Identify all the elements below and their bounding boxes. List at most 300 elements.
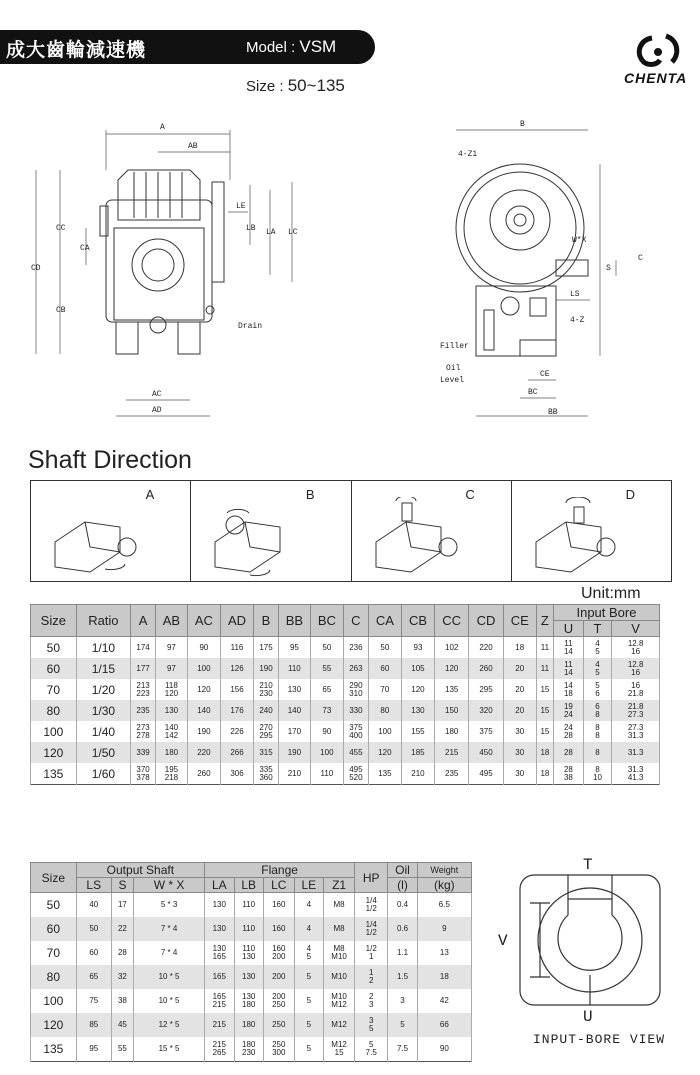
shaft-panel-b bbox=[191, 481, 351, 581]
table-cell: 180 bbox=[156, 742, 188, 763]
table-cell: 11 14 bbox=[553, 637, 583, 659]
table-cell: 495 520 bbox=[343, 763, 368, 785]
table-cell: 60 bbox=[31, 917, 77, 941]
table-cell: 273 278 bbox=[131, 721, 156, 742]
table-cell: M12 15 bbox=[324, 1037, 355, 1062]
table-cell: 140 142 bbox=[156, 721, 188, 742]
table-cell: 5 6 bbox=[583, 679, 611, 700]
table-cell: 120 bbox=[368, 742, 401, 763]
col-header: (l) bbox=[388, 878, 417, 893]
col-header: LB bbox=[234, 878, 263, 893]
table-cell: 85 bbox=[76, 1013, 111, 1037]
table-cell: M8 M10 bbox=[324, 941, 355, 965]
table-cell: 50 bbox=[368, 637, 401, 659]
table-cell: 4 bbox=[294, 917, 323, 941]
table-cell: 160 bbox=[263, 893, 294, 918]
col-header: S bbox=[111, 878, 133, 893]
table-cell: 120 bbox=[187, 679, 220, 700]
table-cell: 100 bbox=[31, 989, 77, 1013]
table-cell: 160 bbox=[263, 917, 294, 941]
table-cell: 100 bbox=[368, 721, 401, 742]
col-header: CA bbox=[368, 605, 401, 637]
col-header: V bbox=[612, 621, 660, 637]
table-cell: 1/2 1 bbox=[355, 941, 388, 965]
table-cell: 42 bbox=[417, 989, 471, 1013]
table-cell: 140 bbox=[278, 700, 310, 721]
shaft-panel-d bbox=[512, 481, 671, 581]
table-cell: 495 bbox=[469, 763, 503, 785]
table-cell: 31.3 41.3 bbox=[612, 763, 660, 785]
gearbox-icon bbox=[526, 497, 636, 577]
input-bore-diagram bbox=[490, 855, 680, 1025]
brand-name: CHENTA bbox=[624, 70, 688, 86]
table-cell: 18 bbox=[503, 637, 536, 659]
table-row bbox=[31, 1037, 472, 1062]
table-cell: 176 bbox=[220, 700, 253, 721]
table-cell: 20 bbox=[503, 658, 536, 679]
table-cell: 5 * 3 bbox=[134, 893, 205, 918]
model-line bbox=[246, 37, 336, 57]
table-cell: 1/40 bbox=[76, 721, 130, 742]
table-cell: 290 310 bbox=[343, 679, 368, 700]
table-cell: 110 bbox=[234, 893, 263, 918]
table-cell: 65 bbox=[310, 679, 343, 700]
gearbox-icon bbox=[366, 497, 476, 577]
table-cell: 215 bbox=[205, 1013, 234, 1037]
table-cell: 190 bbox=[278, 742, 310, 763]
col-header: Z1 bbox=[324, 878, 355, 893]
table-cell: 190 bbox=[187, 721, 220, 742]
col-header: Oil bbox=[388, 863, 417, 878]
table-row bbox=[31, 637, 660, 659]
table-cell: 12.8 16 bbox=[612, 658, 660, 679]
table-cell: 195 218 bbox=[156, 763, 188, 785]
table-cell: 1/30 bbox=[76, 700, 130, 721]
table-cell: 95 bbox=[76, 1037, 111, 1062]
col-header: Size bbox=[31, 605, 77, 637]
table-cell: 10 * 5 bbox=[134, 989, 205, 1013]
table-cell: 90 bbox=[417, 1037, 471, 1062]
table-cell: 190 bbox=[254, 658, 279, 679]
table-cell: 3 bbox=[388, 989, 417, 1013]
label-CC: CC bbox=[56, 224, 66, 233]
table-cell: 0.6 bbox=[388, 917, 417, 941]
table-cell: 330 bbox=[343, 700, 368, 721]
col-header: HP bbox=[355, 863, 388, 893]
table-cell: 135 bbox=[435, 679, 469, 700]
table-cell: 50 bbox=[31, 893, 77, 918]
table-cell: 1 2 bbox=[355, 965, 388, 989]
table-cell: 185 bbox=[401, 742, 434, 763]
table-cell: 80 bbox=[31, 700, 77, 721]
table-cell: 174 bbox=[131, 637, 156, 659]
size-label: Size : bbox=[246, 78, 288, 95]
label-LB: LB bbox=[246, 224, 256, 233]
table-cell: 8 8 bbox=[583, 721, 611, 742]
table-cell: 130 bbox=[156, 700, 188, 721]
col-header: CC bbox=[435, 605, 469, 637]
table-cell: 110 bbox=[234, 917, 263, 941]
table-cell: 130 bbox=[205, 917, 234, 941]
table-cell: M12 bbox=[324, 1013, 355, 1037]
table-row bbox=[31, 1013, 472, 1037]
table-cell: 97 bbox=[156, 637, 188, 659]
table-cell: 215 bbox=[435, 742, 469, 763]
label-BB: BB bbox=[548, 408, 558, 417]
table-row bbox=[31, 658, 660, 679]
table-cell: 165 bbox=[205, 965, 234, 989]
table-cell: 170 bbox=[278, 721, 310, 742]
input-bore-caption: INPUT-BORE VIEW bbox=[533, 1032, 666, 1047]
table-row bbox=[31, 941, 472, 965]
table-cell: 295 bbox=[469, 679, 503, 700]
table-cell: 150 bbox=[435, 700, 469, 721]
table-cell: 5 bbox=[294, 1037, 323, 1062]
col-header: CB bbox=[401, 605, 434, 637]
shaft-panel-a bbox=[31, 481, 191, 581]
table-cell: 135 bbox=[368, 763, 401, 785]
col-header: LC bbox=[263, 878, 294, 893]
table-cell: 10 * 5 bbox=[134, 965, 205, 989]
table-cell: 235 bbox=[435, 763, 469, 785]
label-4-Z1: 4-Z1 bbox=[458, 150, 478, 159]
flange-header: Flange bbox=[205, 863, 355, 878]
table-cell: 135 bbox=[31, 763, 77, 785]
table-cell: 2 3 bbox=[355, 989, 388, 1013]
table-cell: 130 180 bbox=[234, 989, 263, 1013]
table-cell: 4 5 bbox=[583, 658, 611, 679]
table-cell: 180 bbox=[435, 721, 469, 742]
table-cell: 260 bbox=[187, 763, 220, 785]
unit-label: Unit:mm bbox=[581, 585, 641, 602]
table-cell: M8 bbox=[324, 893, 355, 918]
table-cell: M8 bbox=[324, 917, 355, 941]
table-row bbox=[31, 679, 660, 700]
table-cell: 15 * 5 bbox=[134, 1037, 205, 1062]
table-cell: 97 bbox=[156, 658, 188, 679]
table-cell: 130 bbox=[205, 893, 234, 918]
table-cell: 177 bbox=[131, 658, 156, 679]
shaft-flange-table bbox=[30, 862, 472, 1062]
table-cell: 30 bbox=[503, 763, 536, 785]
label-AD: AD bbox=[152, 406, 162, 415]
table-cell: 15 bbox=[536, 700, 553, 721]
table-cell: 306 bbox=[220, 763, 253, 785]
shaft-panel-label: B bbox=[305, 487, 315, 502]
table-cell: 250 300 bbox=[263, 1037, 294, 1062]
label-Oil: Oil bbox=[446, 364, 461, 373]
shaft-direction-panels bbox=[30, 480, 672, 582]
col-header: Z bbox=[536, 605, 553, 637]
table-cell: 370 378 bbox=[131, 763, 156, 785]
table-cell: 250 bbox=[263, 1013, 294, 1037]
table-cell: 93 bbox=[401, 637, 434, 659]
output-shaft-header: Output Shaft bbox=[76, 863, 204, 878]
table-cell: 50 bbox=[76, 917, 111, 941]
table-cell: 1/20 bbox=[76, 679, 130, 700]
table-cell: 100 bbox=[310, 742, 343, 763]
table-cell: 1.5 bbox=[388, 965, 417, 989]
col-header: BB bbox=[278, 605, 310, 637]
table-cell: 130 bbox=[278, 679, 310, 700]
table-cell: 5 7.5 bbox=[355, 1037, 388, 1062]
col-header: W * X bbox=[134, 878, 205, 893]
table-cell: 70 bbox=[368, 679, 401, 700]
table-cell: 14 18 bbox=[553, 679, 583, 700]
table-cell: 60 bbox=[31, 658, 77, 679]
label-S: S bbox=[606, 264, 611, 273]
table-cell: 1/4 1/2 bbox=[355, 893, 388, 918]
table-cell: 130 165 bbox=[205, 941, 234, 965]
table-cell: 28 bbox=[553, 742, 583, 763]
table-cell: 126 bbox=[220, 658, 253, 679]
input-bore-header: Input Bore bbox=[553, 605, 659, 621]
table-cell: 6 8 bbox=[583, 700, 611, 721]
col-header: CE bbox=[503, 605, 536, 637]
col-header: (kg) bbox=[417, 878, 471, 893]
title-chinese: 成大齒輪減速機 bbox=[6, 39, 147, 61]
table-cell: 455 bbox=[343, 742, 368, 763]
table-cell: 1/60 bbox=[76, 763, 130, 785]
bore-label-U: U bbox=[583, 1008, 593, 1025]
col-header: AC bbox=[187, 605, 220, 637]
table-row bbox=[31, 742, 660, 763]
table-cell: 80 bbox=[31, 965, 77, 989]
table-cell: 266 bbox=[220, 742, 253, 763]
table-cell: 16 21.8 bbox=[612, 679, 660, 700]
table-row bbox=[31, 989, 472, 1013]
table-cell: 110 bbox=[278, 658, 310, 679]
table-cell: 156 bbox=[220, 679, 253, 700]
table-cell: 18 bbox=[536, 763, 553, 785]
col-header: T bbox=[583, 621, 611, 637]
table-cell: 215 265 bbox=[205, 1037, 234, 1062]
table-cell: 30 bbox=[503, 742, 536, 763]
table-cell: 30 bbox=[503, 721, 536, 742]
table-cell: 450 bbox=[469, 742, 503, 763]
size-range bbox=[246, 76, 345, 96]
table-cell: 18 bbox=[417, 965, 471, 989]
table-cell: 263 bbox=[343, 658, 368, 679]
table-cell: 24 28 bbox=[553, 721, 583, 742]
table-cell: 55 bbox=[310, 658, 343, 679]
table-cell: 18 bbox=[536, 742, 553, 763]
gearbox-icon bbox=[205, 497, 315, 577]
table-cell: 320 bbox=[469, 700, 503, 721]
bore-label-T: T bbox=[583, 856, 593, 874]
table-cell: 8 bbox=[583, 742, 611, 763]
table-cell: 120 bbox=[435, 658, 469, 679]
label-CB: CB bbox=[56, 306, 66, 315]
table-cell: 105 bbox=[401, 658, 434, 679]
table-cell: 50 bbox=[310, 637, 343, 659]
table-cell: 22 bbox=[111, 917, 133, 941]
table-cell: 339 bbox=[131, 742, 156, 763]
table-cell: 226 bbox=[220, 721, 253, 742]
table-cell: 13 bbox=[417, 941, 471, 965]
table-cell: 40 bbox=[76, 893, 111, 918]
col-header: U bbox=[553, 621, 583, 637]
table-row bbox=[31, 965, 472, 989]
table-cell: 80 bbox=[368, 700, 401, 721]
model-value: VSM bbox=[299, 37, 337, 56]
table-cell: 6.5 bbox=[417, 893, 471, 918]
table-cell: 130 bbox=[234, 965, 263, 989]
table-cell: 200 250 bbox=[263, 989, 294, 1013]
table-cell: 11 bbox=[536, 658, 553, 679]
label-C: C bbox=[638, 254, 643, 263]
dimension-drawing bbox=[0, 110, 700, 440]
table-cell: 21.8 27.3 bbox=[612, 700, 660, 721]
col-header: Ratio bbox=[76, 605, 130, 637]
table-cell: 73 bbox=[310, 700, 343, 721]
col-header: CD bbox=[469, 605, 503, 637]
table-cell: 38 bbox=[111, 989, 133, 1013]
table-cell: 11 bbox=[536, 637, 553, 659]
table-cell: 335 360 bbox=[254, 763, 279, 785]
table-cell: 45 bbox=[111, 1013, 133, 1037]
table-cell: 4 5 bbox=[294, 941, 323, 965]
table-cell: 155 bbox=[401, 721, 434, 742]
table-cell: 66 bbox=[417, 1013, 471, 1037]
table-cell: 110 bbox=[310, 763, 343, 785]
table-cell: 260 bbox=[469, 658, 503, 679]
table-cell: 7 * 4 bbox=[134, 941, 205, 965]
gearbox-icon bbox=[45, 497, 155, 577]
col-header: C bbox=[343, 605, 368, 637]
table-cell: 240 bbox=[254, 700, 279, 721]
dimensions-table bbox=[30, 604, 660, 785]
table-cell: 70 bbox=[31, 941, 77, 965]
title-banner bbox=[0, 30, 375, 64]
table-row bbox=[31, 763, 660, 785]
size-value: 50~135 bbox=[287, 76, 345, 95]
table-cell: 180 bbox=[234, 1013, 263, 1037]
table-cell: 12 * 5 bbox=[134, 1013, 205, 1037]
label-LC: LC bbox=[288, 228, 298, 237]
table-cell: 102 bbox=[435, 637, 469, 659]
model-label: Model : bbox=[246, 39, 300, 56]
label-AB: AB bbox=[188, 142, 198, 151]
table-cell: 175 bbox=[254, 637, 279, 659]
table-cell: 5 bbox=[294, 989, 323, 1013]
table-cell: 160 200 bbox=[263, 941, 294, 965]
shaft-panel-label: D bbox=[625, 487, 635, 502]
col-header: LS bbox=[76, 878, 111, 893]
table-cell: 130 bbox=[401, 700, 434, 721]
table-cell: 1/10 bbox=[76, 637, 130, 659]
table-cell: 135 bbox=[31, 1037, 77, 1062]
table-cell: 7.5 bbox=[388, 1037, 417, 1062]
table-cell: 100 bbox=[187, 658, 220, 679]
table-cell: 3 5 bbox=[355, 1013, 388, 1037]
label-Level: Level bbox=[440, 376, 465, 385]
col-header: Size bbox=[31, 863, 77, 893]
col-header: AB bbox=[156, 605, 188, 637]
table-row bbox=[31, 893, 472, 918]
col-header: A bbox=[131, 605, 156, 637]
table-cell: M10 bbox=[324, 965, 355, 989]
table-cell: 95 bbox=[278, 637, 310, 659]
table-cell: 200 bbox=[263, 965, 294, 989]
table-cell: 8 10 bbox=[583, 763, 611, 785]
label-BC: BC bbox=[528, 388, 538, 397]
table-cell: 20 bbox=[503, 700, 536, 721]
col-header: B bbox=[254, 605, 279, 637]
table-cell: 120 bbox=[401, 679, 434, 700]
label-A: A bbox=[160, 123, 165, 132]
table-cell: 5 bbox=[388, 1013, 417, 1037]
label-AC: AC bbox=[152, 390, 162, 399]
table-cell: 90 bbox=[310, 721, 343, 742]
label-WX: W*X bbox=[572, 236, 587, 245]
table-cell: 375 bbox=[469, 721, 503, 742]
table-cell: 315 bbox=[254, 742, 279, 763]
table-cell: 1/15 bbox=[76, 658, 130, 679]
table-cell: 5 bbox=[294, 965, 323, 989]
table-cell: 220 bbox=[187, 742, 220, 763]
table-cell: 27.3 31.3 bbox=[612, 721, 660, 742]
table-cell: 235 bbox=[131, 700, 156, 721]
table-cell: 15 bbox=[536, 679, 553, 700]
table-cell: 210 230 bbox=[254, 679, 279, 700]
label-LS: LS bbox=[570, 290, 580, 299]
table-cell: 17 bbox=[111, 893, 133, 918]
table-cell: 5 bbox=[294, 1013, 323, 1037]
table-cell: 116 bbox=[220, 637, 253, 659]
table-cell: 60 bbox=[368, 658, 401, 679]
col-header: BC bbox=[310, 605, 343, 637]
table-cell: 118 120 bbox=[156, 679, 188, 700]
table-cell: 12.8 16 bbox=[612, 637, 660, 659]
table-cell: 120 bbox=[31, 1013, 77, 1037]
shaft-panel-c bbox=[352, 481, 512, 581]
table-cell: 15 bbox=[536, 721, 553, 742]
table-row bbox=[31, 700, 660, 721]
table-cell: 210 bbox=[401, 763, 434, 785]
col-header: AD bbox=[220, 605, 253, 637]
table-cell: 375 400 bbox=[343, 721, 368, 742]
table-cell: 270 295 bbox=[254, 721, 279, 742]
col-header: LA bbox=[205, 878, 234, 893]
table-cell: 20 bbox=[503, 679, 536, 700]
table-cell: 28 bbox=[111, 941, 133, 965]
table-cell: 110 130 bbox=[234, 941, 263, 965]
shaft-panel-label: C bbox=[465, 487, 475, 502]
table-cell: 213 223 bbox=[131, 679, 156, 700]
table-cell: 90 bbox=[187, 637, 220, 659]
table-cell: 11 14 bbox=[553, 658, 583, 679]
table-cell: 100 bbox=[31, 721, 77, 742]
table-cell: 140 bbox=[187, 700, 220, 721]
shaft-direction-title: Shaft Direction bbox=[28, 446, 192, 474]
table-cell: 0.4 bbox=[388, 893, 417, 918]
bore-label-V: V bbox=[498, 932, 508, 950]
label-B: B bbox=[520, 120, 525, 129]
label-Filler: Filler bbox=[440, 342, 469, 351]
label-LE: LE bbox=[236, 202, 246, 211]
table-cell: 220 bbox=[469, 637, 503, 659]
table-row bbox=[31, 721, 660, 742]
label-LA: LA bbox=[266, 228, 276, 237]
table-cell: 120 bbox=[31, 742, 77, 763]
table-cell: 55 bbox=[111, 1037, 133, 1062]
col-header: LE bbox=[294, 878, 323, 893]
col-header: Weight bbox=[417, 863, 471, 878]
table-cell: 210 bbox=[278, 763, 310, 785]
shaft-panel-label: A bbox=[145, 487, 155, 502]
table-cell: 236 bbox=[343, 637, 368, 659]
